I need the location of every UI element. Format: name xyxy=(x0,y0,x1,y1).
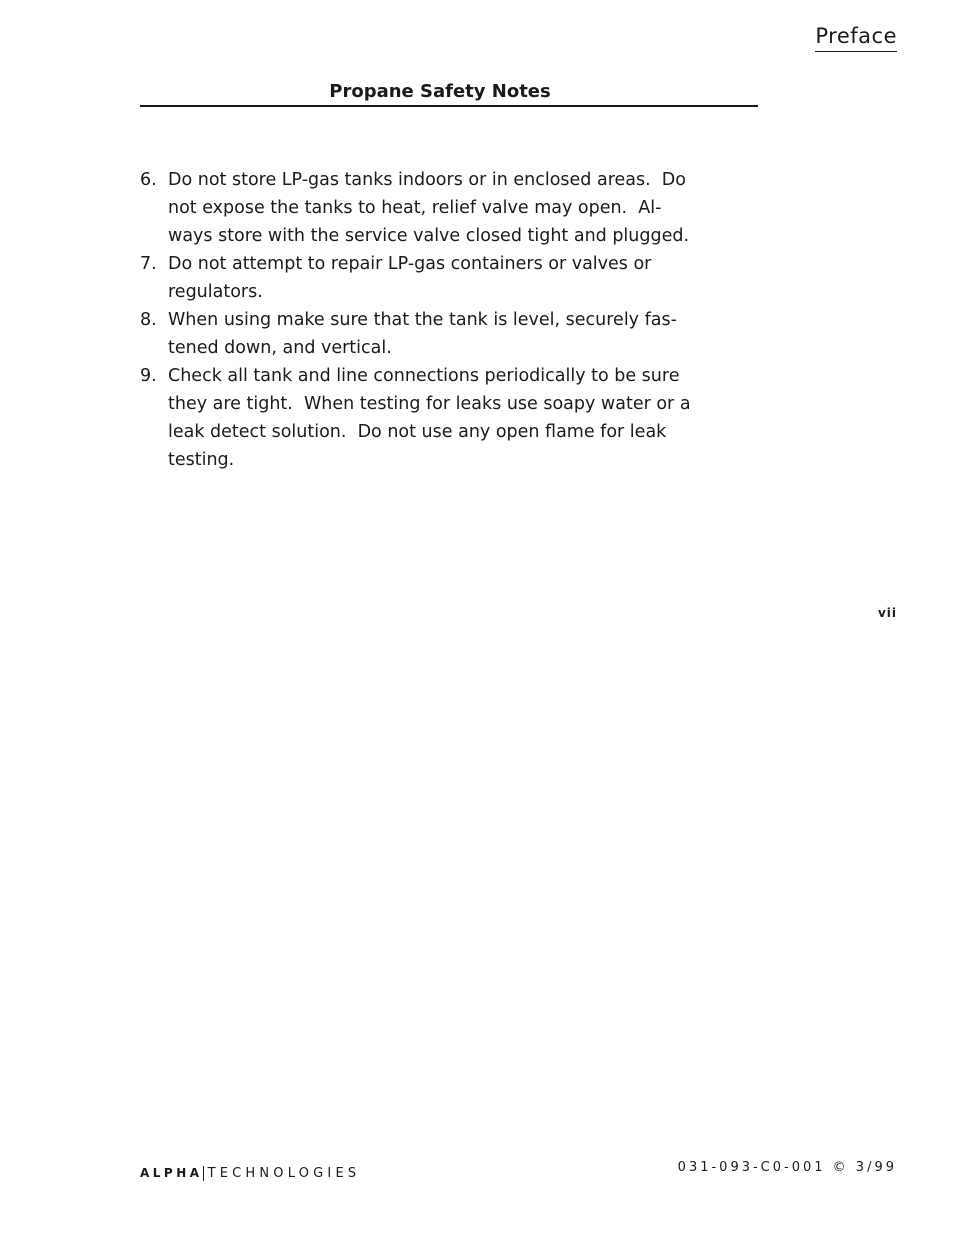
list-item-number: 6. xyxy=(140,170,157,190)
list-item-text-line: When using make sure that the tank is level, securely fas- xyxy=(168,310,677,330)
list-item-note-9 xyxy=(140,362,760,474)
company-logo xyxy=(140,1163,360,1183)
list-item-note-7 xyxy=(140,250,760,306)
list-item-text-line: Check all tank and line connections periodically to be sure xyxy=(168,366,680,386)
list-item-text-line: not expose the tanks to heat, relief valve may open. Al- xyxy=(168,198,662,218)
page-title-text: Propane Safety Notes xyxy=(329,81,551,102)
list-item-text-line: leak detect solution. Do not use any open flame for leak xyxy=(168,422,667,442)
page-number: vii xyxy=(877,606,897,620)
list-item-number: 8. xyxy=(140,310,157,330)
list-item-number: 9. xyxy=(140,366,157,386)
list-item-note-8 xyxy=(140,306,760,362)
list-item-text-line: Do not attempt to repair LP-gas containers or valves or xyxy=(168,254,652,274)
logo-alpha-text: ALPHA xyxy=(140,1166,203,1180)
page-title xyxy=(140,80,758,107)
list-item-text-line: regulators. xyxy=(168,282,263,302)
section-header: Preface xyxy=(815,22,897,52)
safety-notes-list xyxy=(140,166,760,474)
logo-divider xyxy=(203,1166,204,1181)
list-item-text-line: Do not store LP-gas tanks indoors or in enclosed areas. Do xyxy=(168,170,686,190)
list-item-number: 7. xyxy=(140,254,157,274)
list-item-text-line: tened down, and vertical. xyxy=(168,338,392,358)
logo-technologies-text: TECHNOLOGIES xyxy=(207,1165,361,1181)
list-item-text-line: they are tight. When testing for leaks use soapy water or a xyxy=(168,394,691,414)
list-item-text-line: testing. xyxy=(168,450,235,470)
list-item-note-6 xyxy=(140,166,760,250)
document-id: 031-093-C0-001 © 3/99 xyxy=(677,1160,897,1175)
list-item-text-line: ways store with the service valve closed tight and plugged. xyxy=(168,226,690,246)
